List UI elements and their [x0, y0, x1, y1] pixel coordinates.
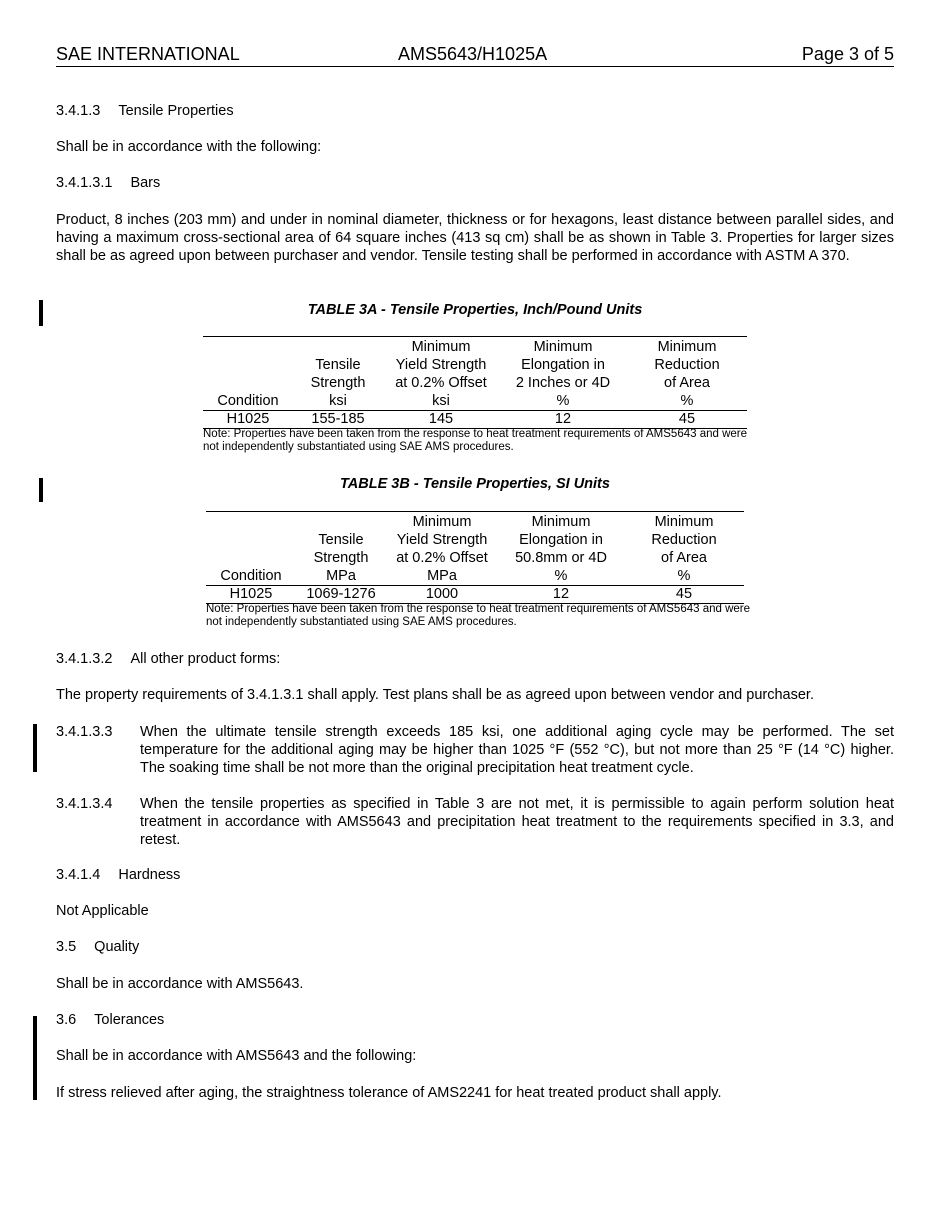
table-cell: 45: [627, 411, 747, 429]
section-title: All other product forms:: [130, 651, 281, 667]
paragraph-3-6-straightness: If stress relieved after aging, the straightness tolerance of AMS2241 for heat treated product shall apply.: [56, 1085, 722, 1101]
table-cell: 45: [624, 586, 744, 604]
table-cell: 12: [499, 411, 627, 429]
table-header-row: [203, 374, 747, 392]
table-3a-note: Note: Properties have been taken from the response to heat treatment requirements of AMS5643 and were not independently substantiated using SAE AMS procedures.: [203, 428, 748, 453]
header-cell: Strength: [313, 550, 369, 566]
header-cell: Minimum: [624, 512, 744, 532]
header-cell: %: [677, 568, 691, 584]
header-cell: 2 Inches or 4D: [515, 375, 611, 391]
header-cell: Minimum: [383, 337, 499, 357]
change-bar: [33, 724, 37, 772]
table-3a-caption: TABLE 3A - Tensile Properties, Inch/Pound Units: [307, 302, 643, 318]
header-cell: [293, 337, 383, 357]
header-cell: [203, 374, 293, 392]
header-cell: of Area: [661, 550, 707, 566]
heading-3-4-1-3-2: [56, 650, 894, 668]
table-header-row: [206, 531, 744, 549]
header-cell: [203, 337, 293, 357]
change-bar: [33, 1016, 37, 1100]
header-cell: Elongation in: [521, 357, 605, 373]
paragraph-3-4-1-3: Shall be in accordance with the following:: [56, 139, 322, 155]
header-cell: Condition: [220, 568, 282, 584]
paragraph-3-4-1-4: Not Applicable: [56, 903, 149, 919]
header-cell: Minimum: [627, 337, 747, 357]
header-cell: at 0.2% Offset: [395, 375, 487, 391]
header-cell: Minimum: [499, 337, 627, 357]
table-3b-caption: TABLE 3B - Tensile Properties, SI Units: [340, 476, 610, 492]
header-cell: [203, 356, 293, 374]
header-cell: [206, 549, 296, 567]
header-cell: Tensile: [315, 357, 361, 373]
section-number: 3.4.1.3.4: [56, 796, 113, 812]
section-number: 3.4.1.3.1: [56, 175, 113, 191]
header-cell: %: [556, 393, 570, 409]
section-title: Quality: [94, 939, 140, 955]
header-cell: [206, 512, 296, 532]
header-cell: Minimum: [498, 512, 624, 532]
table-3a: [203, 336, 747, 429]
table-cell: 12: [498, 586, 624, 604]
header-cell: MPa: [326, 568, 356, 584]
header-cell: [296, 512, 386, 532]
header-cell: Elongation in: [519, 532, 603, 548]
header-cell: Yield Strength: [396, 532, 488, 548]
header-cell: at 0.2% Offset: [396, 550, 488, 566]
heading-3-6: [56, 1011, 894, 1029]
header-cell: Yield Strength: [395, 357, 487, 373]
section-text: When the tensile properties as specified in Table 3 are not met, it is permissible to again perform solution heat treatment in accordance with AMS5643 and precipitation heat treatment to the requirements specified in 3.3, and retest.: [140, 796, 894, 848]
header-cell: of Area: [664, 375, 710, 391]
section-title: Hardness: [118, 867, 181, 883]
paragraph-3-6: Shall be in accordance with AMS5643 and the following:: [56, 1048, 417, 1064]
header-doc-number: AMS5643/H1025A: [398, 44, 548, 64]
heading-3-5: [56, 938, 894, 956]
header-cell: Reduction: [654, 357, 720, 373]
section-title: Bars: [130, 175, 161, 191]
section-text: When the ultimate tensile strength exceeds 185 ksi, one additional aging cycle may be performed. The set temperature for the additional aging may be higher than 1025 °F (552 °C), but not more than 25 °F (14 °C) higher. The soaking time shall be not more than the original precipitation heat treatment cycle.: [140, 724, 894, 776]
header-cell: Reduction: [651, 532, 717, 548]
table-header-row: [203, 356, 747, 374]
table-header-row: [203, 392, 747, 411]
page-header: [56, 44, 894, 67]
table-cell: 155-185: [293, 411, 383, 429]
header-org: SAE INTERNATIONAL: [56, 44, 240, 64]
table-3b: [206, 511, 744, 604]
paragraph-3-4-1-3-2: The property requirements of 3.4.1.3.1 shall apply. Test plans shall be as agreed upon between vendor and purchaser.: [56, 687, 814, 703]
table-header-row: [206, 567, 744, 586]
table-cell: 145: [383, 411, 499, 429]
section-number: 3.4.1.3.3: [56, 724, 113, 740]
section-number: 3.4.1.3: [56, 103, 101, 119]
header-cell: [206, 531, 296, 549]
table-header-row: [206, 549, 744, 567]
section-title: Tensile Properties: [118, 103, 234, 119]
table-cell: 1069-1276: [296, 586, 386, 604]
section-number: 3.5: [56, 939, 77, 955]
table-cell: 1000: [386, 586, 498, 604]
header-cell: ksi: [329, 393, 347, 409]
paragraph-3-4-1-3-1: Product, 8 inches (203 mm) and under in nominal diameter, thickness or for hexagons, least distance between parallel sides, and having a maximum cross-sectional area of 64 square inches (413 sq cm) shall be as shown in Table 3. Properties for larger sizes shall be as agreed upon between purchaser and vendor. Tensile testing shall be performed in accordance with ASTM A 370.: [56, 212, 894, 264]
header-cell: 50.8mm or 4D: [515, 550, 607, 566]
section-number: 3.6: [56, 1012, 77, 1028]
header-cell: Tensile: [318, 532, 364, 548]
header-cell: MPa: [427, 568, 457, 584]
table-header-row: [206, 512, 744, 532]
header-cell: ksi: [432, 393, 450, 409]
header-cell: Minimum: [386, 512, 498, 532]
table-3b-note: Note: Properties have been taken from the response to heat treatment requirements of AMS5643 and were not independently substantiated using SAE AMS procedures.: [206, 603, 751, 628]
header-cell: Strength: [310, 375, 366, 391]
table-header-row: [203, 337, 747, 357]
section-title: Tolerances: [94, 1012, 165, 1028]
heading-3-4-1-4: [56, 866, 894, 884]
paragraph-3-5: Shall be in accordance with AMS5643.: [56, 976, 304, 992]
heading-3-4-1-3-1: [56, 174, 894, 192]
header-cell: %: [554, 568, 568, 584]
header-page-number: Page 3 of 5: [801, 44, 894, 64]
header-cell: %: [680, 393, 694, 409]
heading-3-4-1-3: [56, 102, 894, 120]
table-cell: H1025: [206, 586, 296, 604]
section-number: 3.4.1.4: [56, 867, 101, 883]
header-cell: Condition: [217, 393, 279, 409]
section-number: 3.4.1.3.2: [56, 651, 113, 667]
table-cell: H1025: [203, 411, 293, 429]
table-row: [206, 586, 744, 604]
table-row: [203, 411, 747, 429]
